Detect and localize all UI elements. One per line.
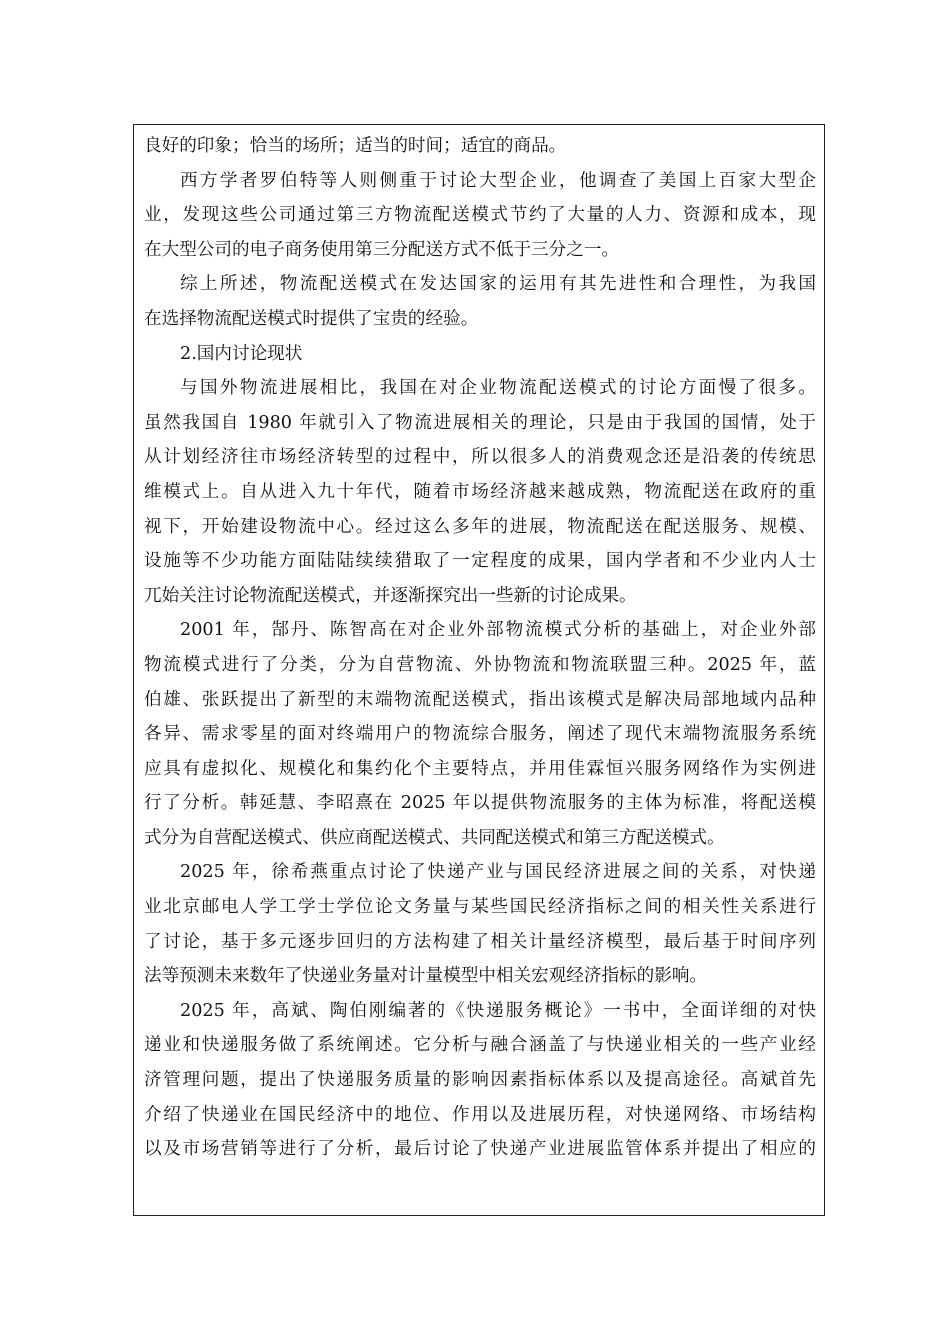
text-line: 虽然我国自 1980 年就引入了物流进展相关的理论，只是由于我国的国情，处于 (144, 412, 816, 433)
text-line: 2001 年，郜丹、陈智高在对企业外部物流模式分析的基础上，对企业外部 (180, 620, 816, 641)
text-line: 法等预测未来数年了快递业务量对计量模型中相关宏观经济指标的影响。 (144, 966, 708, 987)
text-line: 业北京邮电人学工学士学位论文务量与某些国民经济指标之间的相关性关系进行 (144, 897, 816, 918)
text-line: 2.国内讨论现状 (180, 343, 303, 364)
text-line: 视下，开始建设物流中心。经过这么多年的进展，物流配送在配送服务、规模、 (144, 516, 816, 537)
text-line: 济管理问题，提出了快递服务质量的影响因素指标体系以及提高途径。高斌首先 (144, 1070, 816, 1091)
text-line: 行了分析。韩延慧、李昭熹在 2025 年以提供物流服务的主体为标准，将配送模 (144, 793, 816, 814)
text-line: 式分为自营配送模式、供应商配送模式、共同配送模式和第三方配送模式。 (144, 827, 725, 848)
text-line: 了讨论，基于多元逐步回归的方法构建了相关计量经济模型，最后基于时间序列 (144, 931, 816, 952)
text-line: 设施等不少功能方面陆陆续续猎取了一定程度的成果，国内学者和不少业内人士 (144, 551, 816, 572)
text-line: 维模式上。自从进入九十年代，随着市场经济越来越成熟，物流配送在政府的重 (144, 481, 816, 502)
text-line: 递业和快递服务做了系统阐述。它分析与融合涵盖了与快递业相关的一些产业经 (144, 1035, 816, 1056)
text-line: 伯雄、张跃提出了新型的末端物流配送模式，指出该模式是解决局部地域内品种 (144, 689, 816, 710)
text-line: 在选择物流配送模式时提供了宝贵的经验。 (144, 308, 479, 329)
text-line: 2025 年，徐希燕重点讨论了快递产业与国民经济进展之间的关系，对快递 (180, 862, 816, 883)
text-line: 与国外物流进展相比，我国在对企业物流配送模式的讨论方面慢了很多。 (180, 378, 816, 399)
text-line: 兀始关注讨论物流配送模式，并逐渐探究出一些新的讨论成果。 (144, 585, 637, 606)
text-line: 从计划经济往市场经济转型的过程中，所以很多人的消费观念还是沿袭的传统思 (144, 447, 816, 468)
document-frame (133, 124, 825, 1216)
document-body (144, 129, 816, 1167)
text-line: 综上所述，物流配送模式在发达国家的运用有其先进性和合理性，为我国 (180, 274, 816, 295)
text-line: 以及市场营销等进行了分析，最后讨论了快递产业进展监管体系并提出了相应的 (144, 1139, 816, 1160)
text-line: 在大型公司的电子商务使用第三分配送方式不低于三分之一。 (144, 239, 620, 260)
text-line: 各异、需求零星的面对终端用户的物流综合服务，阐述了现代末端物流服务系统 (144, 724, 816, 745)
text-line: 2025 年，高斌、陶伯刚编著的《快递服务概论》一书中，全面详细的对快 (180, 1000, 816, 1021)
text-line: 物流模式进行了分类，分为自营物流、外协物流和物流联盟三种。2025 年，蓝 (144, 654, 816, 675)
text-line: 西方学者罗伯特等人则侧重于讨论大型企业，他调查了美国上百家大型企 (180, 170, 816, 191)
text-line: 应具有虚拟化、规模化和集约化个主要特点，并用佳霖恒兴服务网络作为实例进 (144, 758, 816, 779)
text-line: 业，发现这些公司通过第三方物流配送模式节约了大量的人力、资源和成本，现 (144, 205, 816, 226)
text-line: 良好的印象；恰当的场所；适当的时间；适宜的商品。 (144, 136, 567, 156)
text-line: 介绍了快递业在国民经济中的地位、作用以及进展历程，对快递网络、市场结构 (144, 1104, 816, 1125)
